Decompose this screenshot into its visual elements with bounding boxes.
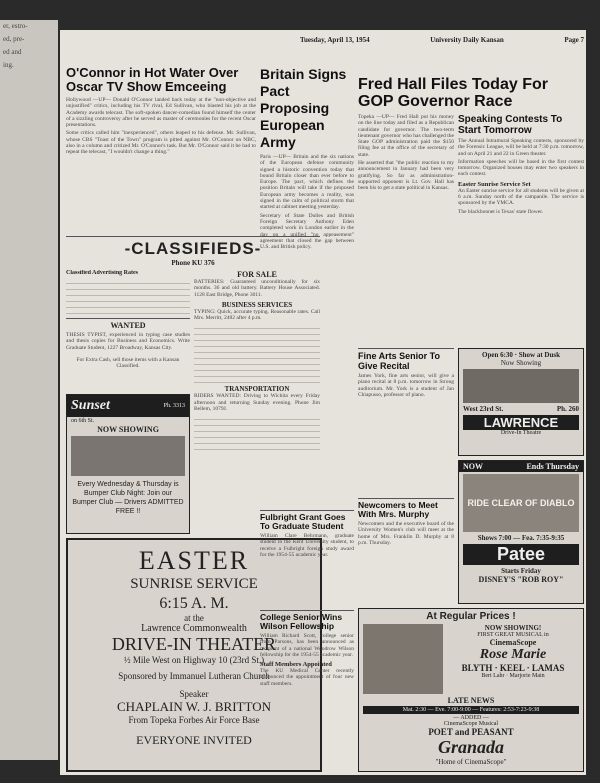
fred-hall-headline: Fred Hall Files Today For GOP Governor Race: [358, 76, 548, 110]
extra-cash-text: For Extra Cash, sell those items with a Kansan Classified.: [76, 356, 180, 370]
patee-times: Shows 7:00 — Fea. 7:35-9:35: [477, 534, 565, 542]
easter-theater: DRIVE-IN THEATER: [111, 634, 277, 654]
sunset-movie-image: [71, 436, 185, 476]
fred-hall-body-col: [358, 114, 454, 344]
fine-arts-headline: Fine Arts Senior To Give Recital: [358, 351, 441, 371]
sunset-address: on 6th St.: [71, 418, 95, 424]
granada-first: FIRST GREAT MUSICAL in: [477, 632, 549, 638]
patee-next: DISNEY'S "ROB ROY": [478, 575, 564, 584]
fulbright-body: William Clare Behrmann, graduate student in the Kent University student, to receive a Fulbright foreign study award for the 1954-55 academic year.: [260, 533, 354, 558]
fred-hall-body: Topeka —UP— Fred Hall put his money on the line today and filed as a Republican candidate for governor. The two-term lieutenant governor who has challenged the State GOP administration paid the $150 filing fee at the office of the secretary of state.: [358, 114, 454, 158]
business-heading: BUSINESS SERVICES: [221, 300, 293, 309]
state-flower-note: The blackbonnet is Texas' state flower.: [458, 208, 544, 215]
fulbright-headline: Fulbright Grant Goes To Graduate Student: [260, 512, 346, 531]
oconnor-headline-2: Oscar TV Show Emceeing: [66, 79, 227, 94]
lawrence-phone: Ph. 260: [556, 405, 579, 413]
sunset-phone: Ph. 3313: [163, 403, 185, 409]
granada-added-sub: CinemaScope Musical: [443, 721, 499, 727]
classifieds-left: [66, 270, 190, 390]
easter-invite: EVERYONE INVITED: [136, 733, 252, 747]
patee-movie: RIDE CLEAR OF DIABLO: [467, 498, 575, 508]
sunset-promo: Every Wednesday & Thursday is Bumper Club Night: Join our Bumper Club — Drivers ADMITTED FREE !!: [72, 481, 184, 515]
lawrence-drive-in-ad: [458, 348, 584, 456]
europe-body-2: Secretary of State Dulles and British Foreign Secretary Anthony Eden completed work in London earlier in the day on a unified "no appeasement" agreement that closed the gap between U.S. and British policy.: [260, 212, 354, 251]
patee-name: Patee: [463, 544, 579, 565]
rates-heading: Classified Advertising Rates: [66, 270, 138, 276]
granada-ad: [358, 608, 584, 772]
europe-headline: Britain Signs Pact Proposing European Army: [260, 66, 347, 150]
granada-movie: Rose Marie: [479, 647, 547, 662]
easter-time: 6:15 A. M.: [159, 595, 229, 612]
newcomers-body: Newcomers and the executive board of the University Women's club will meet at the home of Mrs. Franklin D. Murphy at 8 p.m. Thursday.: [358, 521, 454, 546]
easter-at: at the: [184, 613, 204, 623]
granada-stars: BLYTH · KEEL · LAMAS: [461, 663, 565, 673]
granada-short: POET and PEASANT: [428, 727, 514, 737]
fine-arts-story: [358, 348, 454, 458]
fine-arts-body: James York, fine arts senior, will give a piano recital at 8 p.m. tomorrow in Strong auditorium. Mr. York is a student of Jan Chiapusso, professor of piano.: [358, 373, 454, 398]
for-sale-text: BATTERIES: Guaranteed unconditionally for six months. 36 and old battery. Battery House Associated. 1128 East Bridge, Phone 3011.: [194, 279, 320, 298]
adjacent-text: ed and: [3, 48, 22, 56]
lawrence-now-showing: Now Showing: [500, 359, 542, 367]
granada-times: Mat. 2:30 — Eve. 7:00-9:00 — Features: 2:53-7:23-9:38: [363, 706, 579, 714]
easter-location: ½ Mile West on Highway 10 (23rd St.): [123, 655, 265, 665]
fulbright-story: [260, 510, 354, 610]
transport-heading: TRANSPORTATION: [224, 385, 290, 394]
classifieds-title: -CLASSIFIEDS-: [124, 239, 262, 258]
speaking-body-2: Information speeches will be based in the first contest tomorrow. Organized houses may enter two speakers in each contest.: [458, 158, 584, 178]
sunset-ad: [66, 394, 190, 534]
granada-added: — ADDED —: [453, 715, 489, 721]
adjacent-page-edge: [0, 20, 58, 760]
patee-now: NOW: [463, 462, 483, 471]
adjacent-text: ing.: [3, 61, 14, 69]
adjacent-text: er, estro-: [3, 22, 28, 30]
speaking-headline: Speaking Contests To Start Tomorrow: [458, 114, 563, 136]
oconnor-body-2: Some critics called him "inexperienced", others leaped to his defense. Mr. Sullivan, whose CBS "Toast of the Town" program is pitted against Mr. O'Connor on NBC, also in a column and critized Mr. O'Connor's task. But Mr. O'Connor said it be had to repeat the telecast, "I wouldn't change a thing.": [66, 130, 256, 156]
classifieds-phone: Phone KU 376: [171, 259, 215, 266]
patee-starts: Starts Friday: [501, 567, 541, 575]
business-text: TYPING: Quick, accurate typing. Reasonable rates. Call Mrs. Merritt, 2482 after 4 p.m.: [194, 308, 320, 322]
easter-title: EASTER: [138, 546, 250, 575]
masthead-date: Tuesday, April 13, 1954: [300, 36, 370, 44]
granada-late-news: LATE NEWS: [447, 696, 495, 705]
granada-home: "Home of CinemaScope": [435, 758, 507, 766]
wanted-heading: WANTED: [110, 321, 146, 330]
lawrence-sub: Drive-In Theatre: [500, 430, 542, 436]
staff-heading: Staff Members Appointed: [260, 661, 332, 669]
show-time: Open 6:30 · Show at Dusk: [482, 351, 560, 359]
easter-speaker-label: Speaker: [179, 689, 209, 699]
granada-stars-2: Bert Lahr · Marjorie Main: [481, 673, 545, 679]
wanted-text: THESIS TYPIST, experienced in typing case studies and thesis copies for Business and Economics. Write Graduate Student, 1227 Broadway, Kansas City.: [66, 332, 190, 351]
masthead-page: Page 7: [564, 36, 584, 44]
speaking-story: [458, 114, 584, 344]
europe-story: [260, 66, 354, 466]
easter-sponsor: Sponsored by Immanuel Lutheran Church: [118, 671, 270, 681]
europe-body: Paris —UP— Britain and the six nations of the European defense community signed a historic convention today that bound Britain closer than ever before to Europe. The pact, which defines the position Britain will take if the proposed European army becomes a reality, was signed in the calm of political storm that started at cabinet meeting yesterday.: [260, 154, 354, 211]
lawrence-movie-image: [463, 369, 579, 403]
wilson-headline: College Senior Wins Wilson Fellowship: [260, 612, 343, 631]
staff-body: The KU Medical Center recently announced the appointment of four new staff members.: [260, 668, 354, 687]
easter-subtitle: SUNRISE SERVICE: [130, 576, 258, 592]
granada-movie-image: [363, 624, 443, 694]
sunset-name: Sunset: [71, 398, 110, 413]
lawrence-address: West 23rd St.: [463, 405, 504, 413]
granada-name: Granada: [437, 737, 504, 757]
sunset-now-showing: NOW SHOWING: [97, 425, 159, 434]
granada-now: NOW SHOWING!: [484, 624, 542, 632]
oconnor-headline-1: O'Connor in Hot Water Over: [66, 66, 239, 80]
for-sale-heading: FOR SALE: [237, 270, 277, 279]
sunrise-service-body: An Easter sunrise service for all students will be given at 6 a.m. Sunday north of the campanile. The service is sponsored by the YMCA.: [458, 187, 584, 207]
granada-format: CinemaScope: [489, 638, 537, 647]
lawrence-name: LAWRENCE: [463, 415, 579, 430]
patee-ad: [458, 460, 584, 604]
easter-place: Lawrence Commonwealth: [141, 623, 247, 634]
sunrise-service-heading: Easter Sunrise Service Set: [458, 180, 531, 188]
adjacent-text: ed, pre-: [3, 35, 25, 43]
wilson-story: [260, 610, 354, 770]
speaking-body: The Annual Intramural Speaking contests, sponsored by the Forensic League, will be held at 7:30 p.m. tomorrow, and on April 21 and 22 in Green theater.: [458, 138, 584, 157]
fred-hall-body-2: He asserted that "the public reaction to my announcement in January had been very gratifying. So far as administration-supported opponent is Lt. Gov. Hall has been his to get a state political in Kansas.: [358, 160, 454, 192]
granada-regular: At Regular Prices !: [426, 611, 516, 622]
masthead-paper: University Daily Kansan: [430, 36, 504, 44]
newcomers-headline: Newcomers to Meet With Mrs. Murphy: [358, 500, 438, 519]
oconnor-story: [66, 66, 256, 236]
wilson-body: William Richard Scott, college senior from Parsons, has been announced as recipient of a national Woodrow Wilson fellowship for the 1954-55 academic year.: [260, 633, 354, 658]
rates-table: [66, 278, 190, 316]
easter-speaker: CHAPLAIN W. J. BRITTON: [117, 699, 271, 714]
newspaper-page: [60, 30, 586, 775]
masthead: [300, 36, 584, 44]
patee-ends: Ends Thursday: [526, 462, 579, 471]
oconnor-body: Hollywood —UP— Donald O'Connor landed back today at the "non-objective and unjustified" critics, including his TV rival, Ed Sullivan, who blasted his job at the Academy awards telecast. The soft-spoken dancer-comedian found himself the center of a sizzling controversy after he served as master of ceremonies for the recent Oscar presentations.: [66, 97, 256, 129]
newcomers-story: [358, 498, 454, 578]
easter-base: From Topeka Forbes Air Force Base: [128, 715, 260, 725]
transport-text: RIDERS WANTED: Driving to Wichita every Friday afternoon and returning Sunday evening. Phone Jim Bellem, 1079J.: [194, 393, 320, 413]
